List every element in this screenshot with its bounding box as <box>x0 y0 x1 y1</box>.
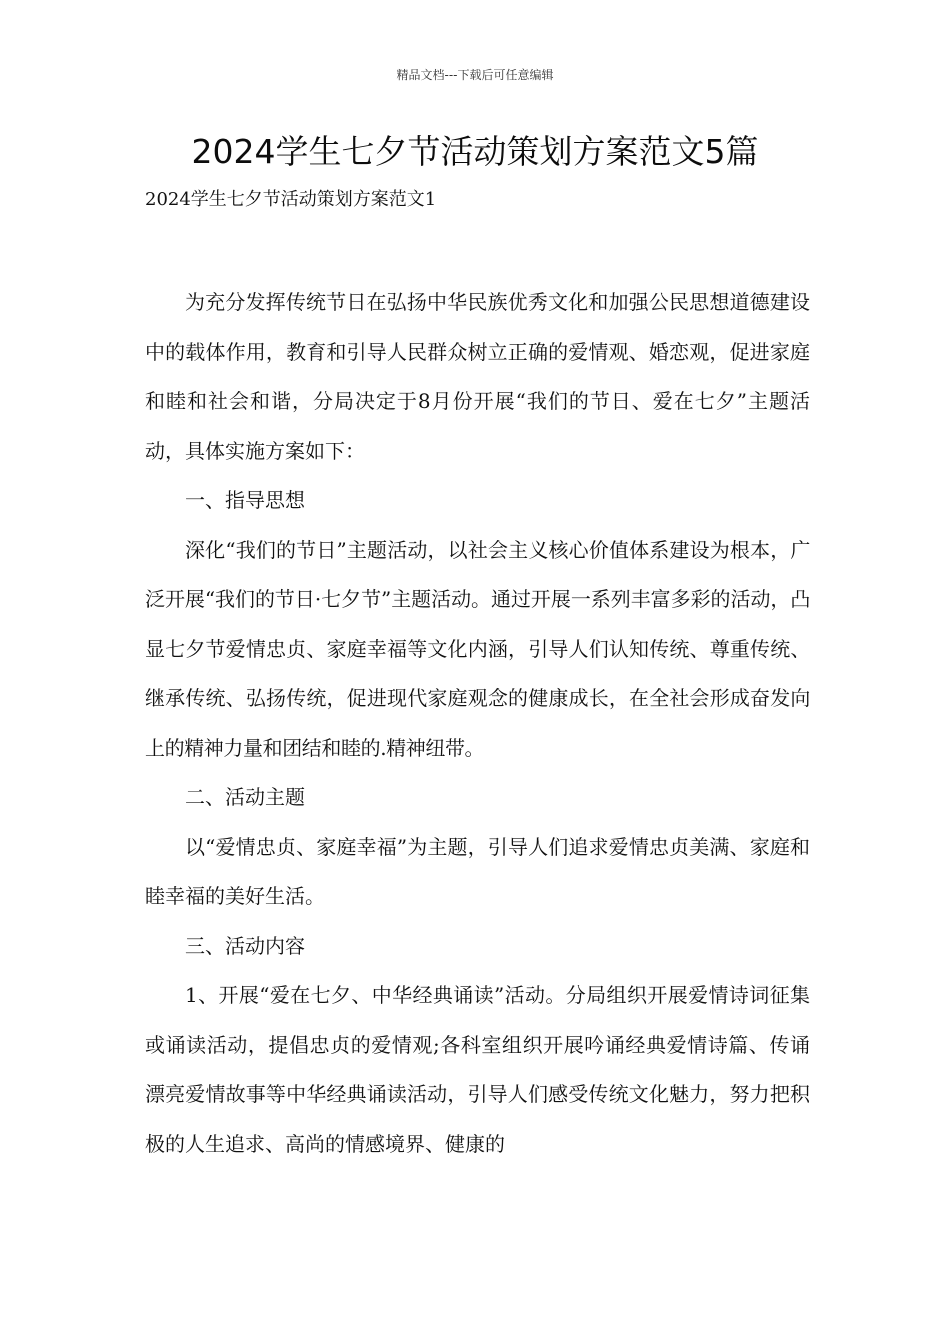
document-subtitle: 2024学生七夕节活动策划方案范文1 <box>145 189 437 210</box>
section-heading-guiding-ideology: 一、指导思想 <box>185 488 305 512</box>
section-heading-activity-theme: 二、活动主题 <box>185 785 305 809</box>
page-header-note: 精品文档---下载后可任意编辑 <box>396 68 554 82</box>
paragraph-activity-theme: 以“爱情忠贞、家庭幸福”为主题，引导人们追求爱情忠贞美满、家庭和睦幸福的美好生活。 <box>145 834 810 908</box>
paragraph-guiding-ideology: 深化“我们的节日”主题活动，以社会主义核心价值体系建设为根本，广泛开展“我们的节日·七夕节”主题活动。通过开展一系列丰富多彩的活动，凸显七夕节爱情忠贞、家庭幸福等文化内涵，引导人们认知传统、尊重传统、继承传统、弘扬传统，促进现代家庭观念的健康成长，在全社会形成奋发向上的精神力量和团结和睦的.精神纽带。 <box>145 537 810 760</box>
document-body <box>145 278 810 1169</box>
section-heading-activity-content: 三、活动内容 <box>185 933 305 958</box>
document-title: 2024学生七夕节活动策划方案范文5篇 <box>191 132 759 171</box>
paragraph-activity-content-1: 1、开展“爱在七夕、中华经典诵读”活动。分局组织开展爱情诗词征集或诵读活动，提倡忠贞的爱情观;各科室组织开展吟诵经典爱情诗篇、传诵漂亮爱情故事等中华经典诵读活动，引导人们感受传统文化魅力，努力把积极的人生追求、高尚的情感境界、健康的 <box>145 983 810 1156</box>
paragraph-intro: 为充分发挥传统节日在弘扬中华民族优秀文化和加强公民思想道德建设中的载体作用，教育和引导人民群众树立正确的爱情观、婚恋观，促进家庭和睦和社会和谐，分局决定于8月份开展“我们的节日、爱在七夕”主题活动，具体实施方案如下： <box>145 290 810 463</box>
